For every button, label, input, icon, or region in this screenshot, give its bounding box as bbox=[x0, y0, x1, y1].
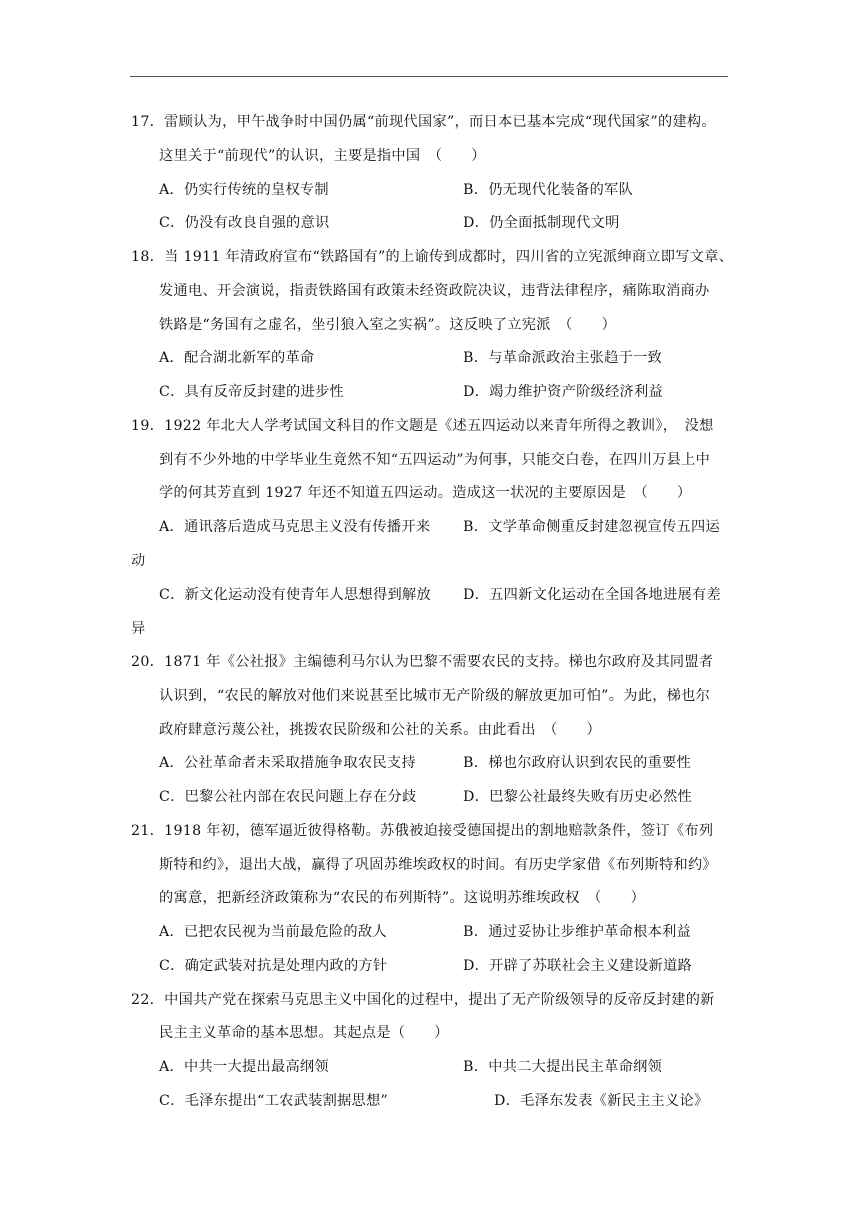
question-21-stem-line-1: 21．1918 年初，德军逼近彼得格勒。苏俄被迫接受德国提出的割地赔款条件，签订《布列 bbox=[131, 823, 714, 839]
question-22-option-c: C．毛泽东提出“工农武装割据思想” bbox=[159, 1093, 389, 1109]
question-19-stem-line-2: 到有不少外地的中学毕业生竟然不知“五四运动”为何事，只能交白卷，在四川万县上中 bbox=[159, 452, 711, 468]
question-17-option-b: B．仍无现代化装备的军队 bbox=[463, 182, 634, 198]
question-19-option-a: A．通讯落后造成马克思主义没有传播开来 bbox=[159, 519, 431, 535]
question-21-option-d: D．开辟了苏联社会主义建设新道路 bbox=[463, 958, 692, 974]
question-18-option-b: B．与革命派政治主张趋于一致 bbox=[463, 350, 663, 366]
question-17-option-a: A．仍实行传统的皇权专制 bbox=[159, 182, 329, 198]
question-18-stem-line-1: 18．当 1911 年清政府宣布“铁路国有”的上谕传到成都时，四川省的立宪派绅商立即写文章、 bbox=[131, 249, 734, 265]
question-18-option-c: C．具有反帝反封建的进步性 bbox=[159, 384, 345, 400]
question-18-stem-line-2: 发通电、开会演说，指责铁路国有政策未经资政院决议，违背法律程序，痛陈取消商办 bbox=[159, 283, 710, 299]
header-rule bbox=[130, 76, 728, 77]
question-21-option-c: C．确定武装对抗是处理内政的方针 bbox=[159, 958, 388, 974]
question-20-option-b: B．梯也尔政府认识到农民的重要性 bbox=[463, 755, 692, 771]
question-21-stem-line-2: 斯特和约》，退出大战，赢得了巩固苏维埃政权的时间。有历史学家借《布列斯特和约》 bbox=[159, 857, 717, 873]
question-19-option-b-wrap: 动 bbox=[131, 553, 146, 569]
question-19-stem-line-1: 19．1922 年北大人学考试国文科目的作文题是《述五四运动以来青年所得之教训》， 没想 bbox=[131, 418, 714, 434]
question-21-option-a: A．已把农民视为当前最危险的敌人 bbox=[159, 924, 387, 940]
question-18-option-d: D．竭力维护资产阶级经济利益 bbox=[463, 384, 664, 400]
question-19-option-d-wrap: 异 bbox=[131, 621, 146, 637]
question-20-option-c: C．巴黎公社内部在农民问题上存在分歧 bbox=[159, 789, 417, 805]
question-20-option-d: D．巴黎公社最终失败有历史必然性 bbox=[463, 789, 692, 805]
question-17-stem-line-2: 这里关于“前现代”的认识，主要是指中国 （ ） bbox=[159, 148, 486, 164]
question-20-stem-line-3: 政府肆意污蔑公社，挑拨农民阶级和公社的关系。由此看出 （ ） bbox=[159, 722, 602, 738]
question-17-option-d: D．仍全面抵制现代文明 bbox=[463, 215, 620, 231]
question-22-stem-line-2: 民主主义革命的基本思想。其起点是（ ） bbox=[159, 1025, 449, 1041]
question-18-option-a: A．配合湖北新军的革命 bbox=[159, 350, 315, 366]
question-22-option-a: A．中共一大提出最高纲领 bbox=[159, 1059, 329, 1075]
question-19-option-b: B．文学革命侧重反封建忽视宣传五四运 bbox=[463, 519, 721, 535]
question-17-stem-line-1: 17．雷顾认为，甲午战争时中国仍属“前现代国家”，而日本已基本完成“现代国家”的建构。 bbox=[131, 114, 716, 130]
question-21-stem-line-3: 的寓意，把新经济政策称为“农民的布列斯特”。这说明苏维埃政权 （ ） bbox=[159, 890, 646, 906]
question-20-stem-line-1: 20．1871 年《公社报》主编德利马尔认为巴黎不需要农民的支持。梯也尔政府及其同盟者 bbox=[131, 654, 714, 670]
question-22-option-b: B．中共二大提出民主革命纲领 bbox=[463, 1059, 663, 1075]
question-19-option-c: C．新文化运动没有使青年人思想得到解放 bbox=[159, 587, 431, 603]
question-20-stem-line-2: 认识到，“农民的解放对他们来说甚至比城市无产阶级的解放更加可怕”。为此，梯也尔 bbox=[159, 688, 711, 704]
question-17-option-c: C．仍没有改良自强的意识 bbox=[159, 215, 330, 231]
question-20-option-a: A．公社革命者未采取措施争取农民支持 bbox=[159, 755, 416, 771]
question-21-option-b: B．通过妥协让步维护革命根本利益 bbox=[463, 924, 692, 940]
question-19-option-d: D．五四新文化运动在全国各地进展有差 bbox=[463, 587, 721, 603]
question-19-stem-line-3: 学的何其芳直到 1927 年还不知道五四运动。造成这一状况的主要原因是 （ ） bbox=[159, 485, 692, 501]
question-22-stem-line-1: 22．中国共产党在探索马克思主义中国化的过程中，提出了无产阶级领导的反帝反封建的新 bbox=[131, 992, 715, 1008]
question-18-stem-line-3: 铁路是“务国有之虚名，坐引狼入室之实祸”。这反映了立宪派 （ ） bbox=[159, 317, 617, 333]
question-22-option-d: D．毛泽东发表《新民主主义论》 bbox=[494, 1093, 709, 1109]
